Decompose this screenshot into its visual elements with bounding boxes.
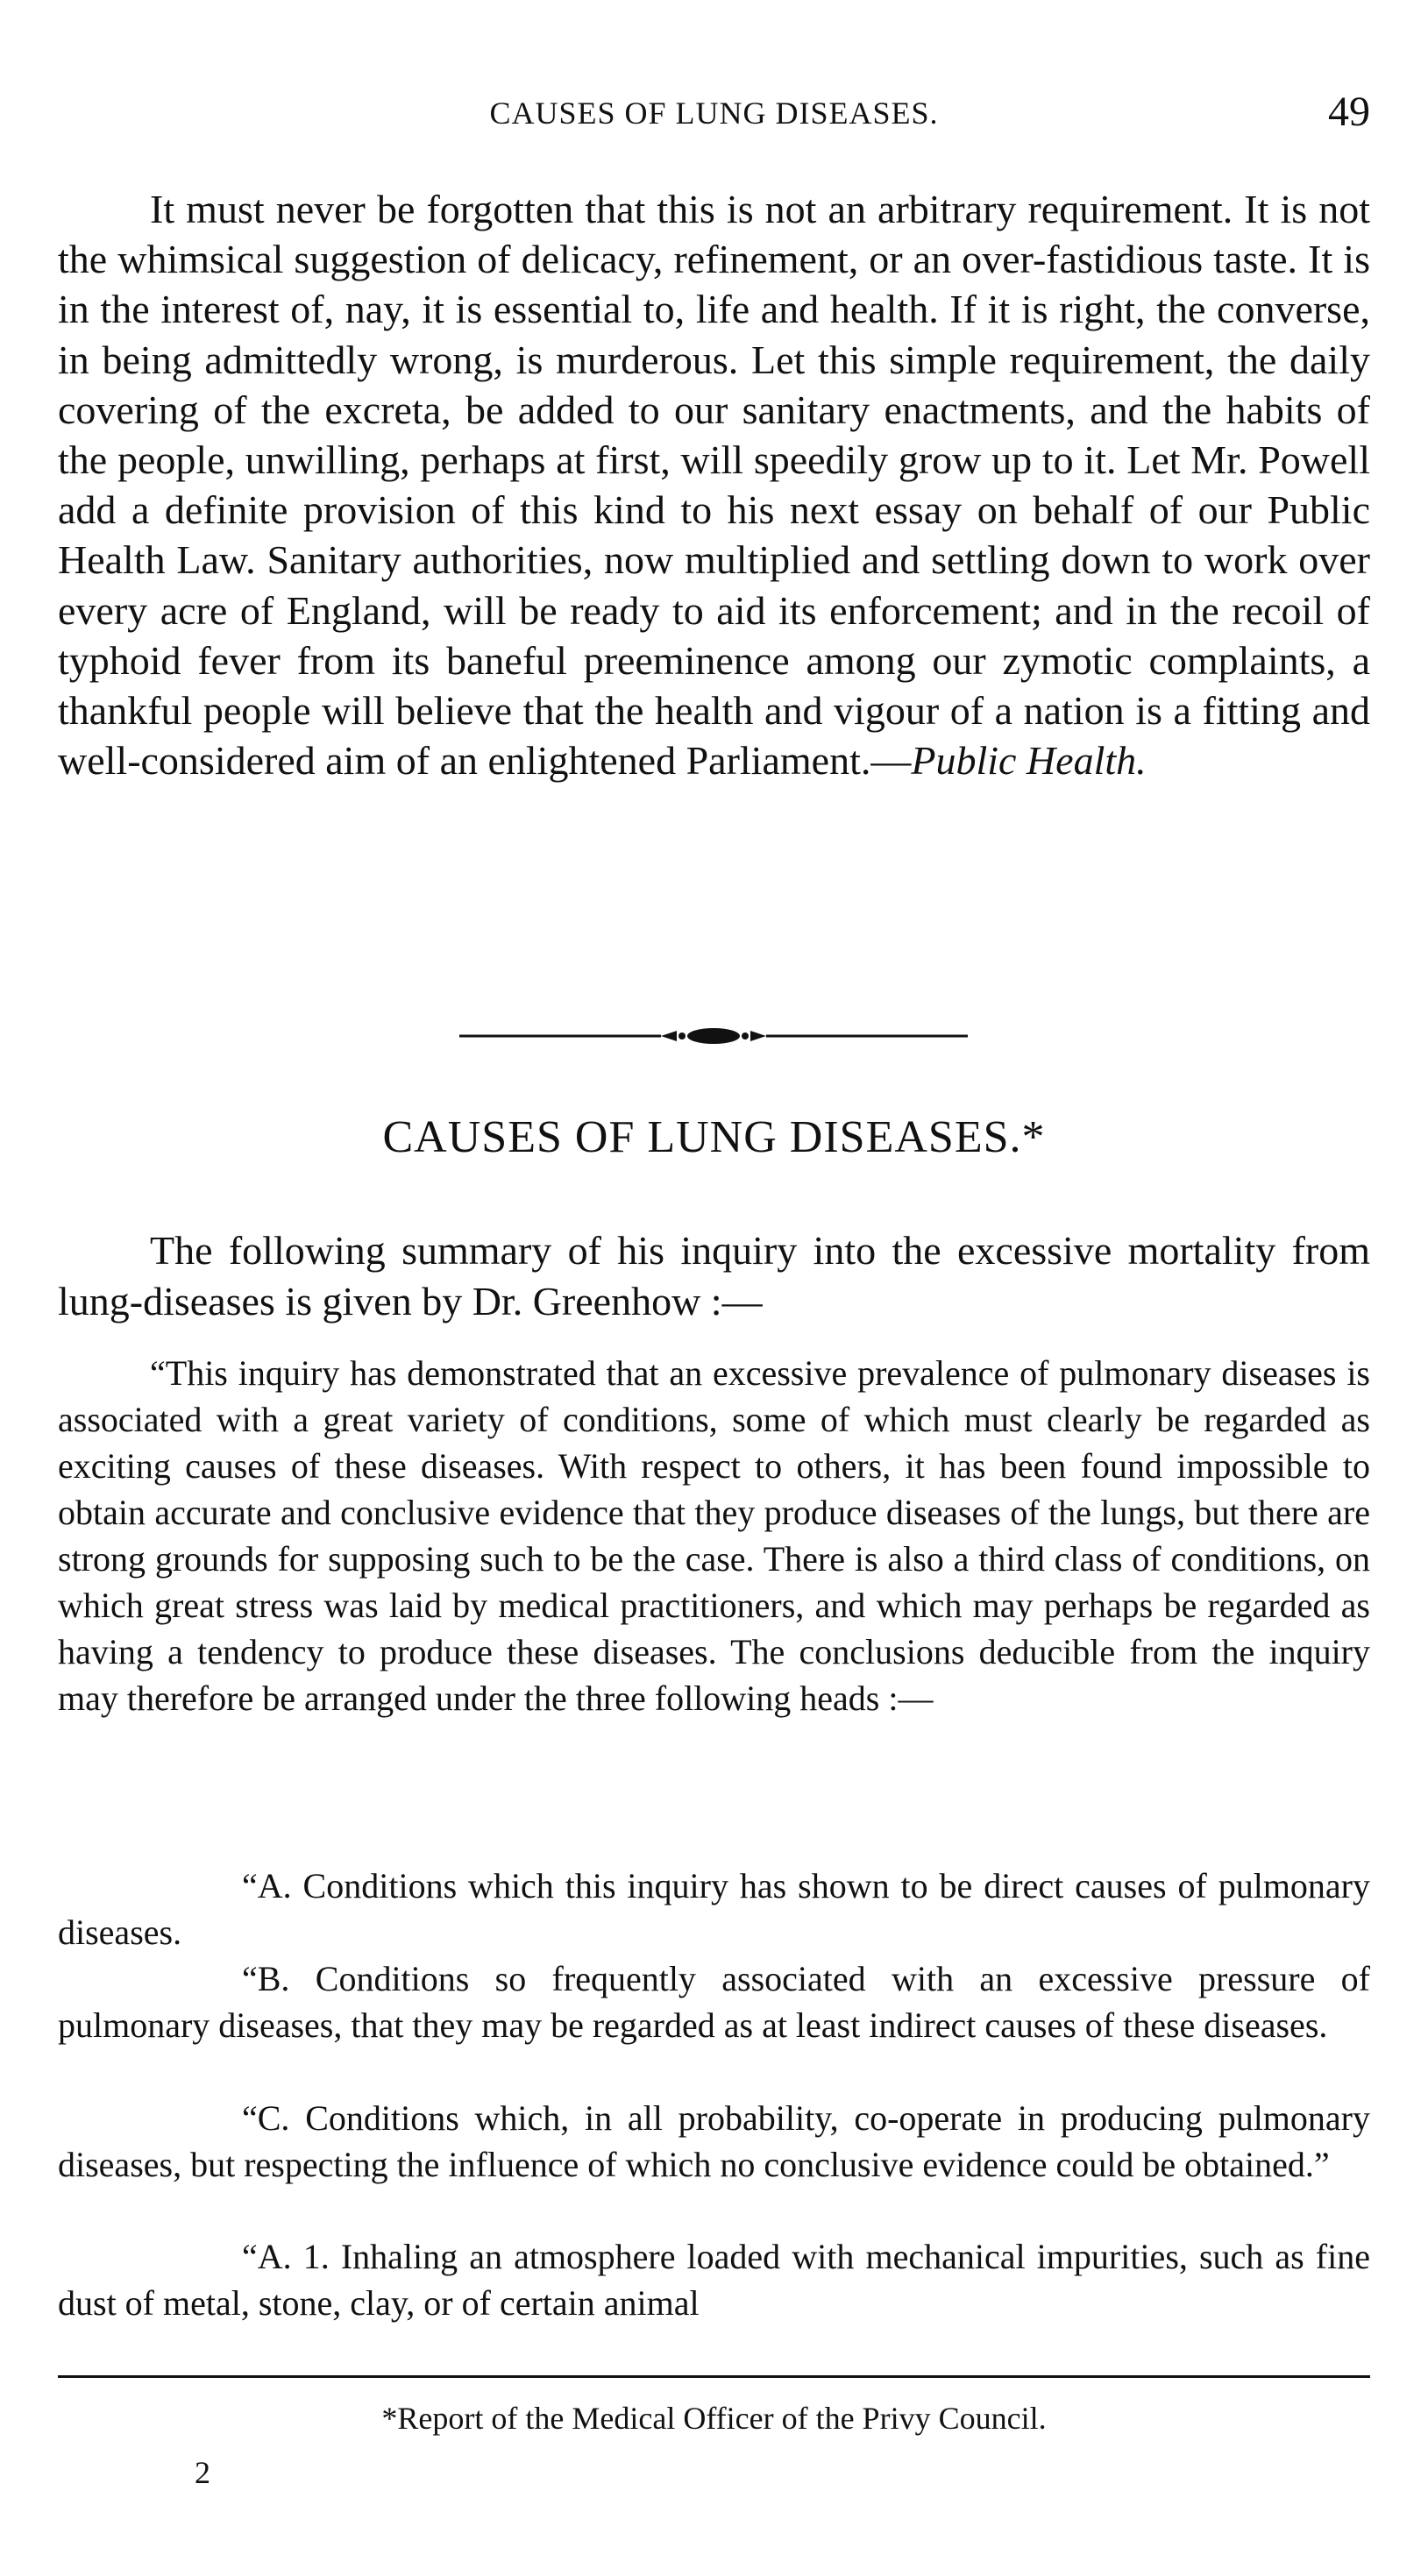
intro-paragraph: The following summary of his inquiry into the excessive mortality from lung-diseases is given by Dr. Greenhow :—	[58, 1228, 1370, 1323]
quote-item-c: “C. Conditions which, in all probability, co-operate in producing pulmonary diseases, but respecting the influence of which no conclusive evidence could be obtained.”	[58, 2098, 1370, 2184]
section-title: CAUSES OF LUNG DISEASES.*	[382, 1112, 1046, 1162]
quote-item-b: “B. Conditions so frequently associated with an excessive pressure of pulmonary diseases, that they may be regarded as at least indirect causes of these diseases.	[58, 1959, 1370, 2045]
running-head	[58, 88, 1370, 140]
running-title: CAUSES OF LUNG DISEASES.	[489, 96, 939, 131]
ornament-divider	[459, 1025, 968, 1047]
quote-item-a: “A. Conditions which this inquiry has shown to be direct causes of pulmonary diseases.	[58, 1866, 1370, 1952]
footnote: *Report of the Medical Officer of the Privy Council.	[381, 2401, 1047, 2436]
paragraph-text: It must never be forgotten that this is not an arbitrary requirement. It is not the whimsical suggestion of delicacy, refinement, or an over-fastidious taste. It is in the interest of, nay, it is essential to, life and health. If it is right, the converse, in being admittedly wrong, is murderous. Let this simple requirement, the daily covering of the excreta, be added to our sanitary enactments, and the habits of the people, unwilling, perhaps at first, will speedily grow up to it. Let Mr. Powell add a definite provision of this kind to his next essay on behalf of our Public Health Law. Sanitary authorities, now multiplied and settling down to work over every acre of England, will be ready to aid its enforcement; and in the recoil of typhoid fever from its baneful preeminence among our zymotic complaints, a thankful people will believe that the health and vigour of a nation is a fitting and well-considered aim of an enlightened Parliament.—	[58, 187, 1370, 784]
footnote-rule	[58, 2375, 1370, 2378]
signature-mark: 2	[195, 2455, 210, 2490]
page-number: 49	[1328, 89, 1370, 135]
quote-intro: “This inquiry has demonstrated that an excessive prevalence of pulmonary diseases is associated with a great variety of conditions, some of which must clearly be regarded as exciting causes of these diseases. With respect to others, it has been found impossible to obtain accurate and conclusive evidence that they produce diseases of the lungs, but there are strong grounds for supposing such to be the case. There is also a third class of conditions, on which great stress was laid by medical practitioners, and which may perhaps be regarded as having a tendency to produce these diseases. The conclusions deducible from the inquiry may therefore be arranged under the three following heads :—	[58, 1353, 1370, 1718]
paragraph-continuation	[58, 184, 1370, 785]
source-citation: Public Health.	[911, 738, 1147, 784]
quote-item-a1: “A. 1. Inhaling an atmosphere loaded with mechanical impurities, such as fine dust of metal, stone, clay, or of certain animal	[58, 2237, 1370, 2323]
